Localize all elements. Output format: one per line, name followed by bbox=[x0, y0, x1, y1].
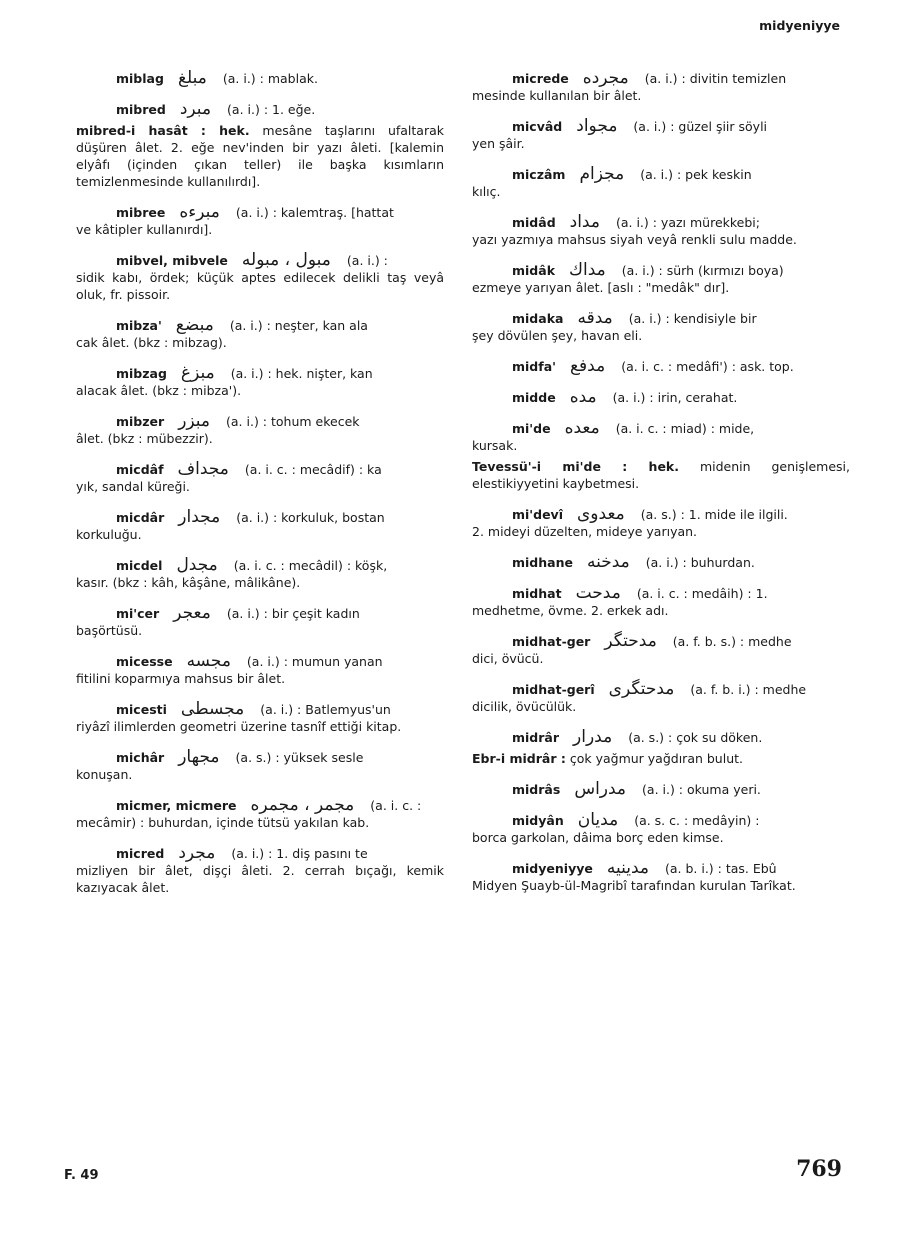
entry-definition-continued: yazı yazmıya mahsus siyah veyâ renkli sulu madde. bbox=[472, 232, 797, 247]
entry-subentry bbox=[472, 458, 850, 492]
entry-first-line bbox=[76, 701, 444, 718]
entry-first-line bbox=[76, 653, 444, 670]
entry-definition-continued: Midyen Şuayb-ül-Magribî tarafından kurulan Tarîkat. bbox=[472, 878, 796, 893]
entry-headword: micesse bbox=[116, 654, 173, 669]
dictionary-entry bbox=[472, 729, 850, 767]
entry-headword: mibza' bbox=[116, 318, 162, 333]
dictionary-entry bbox=[76, 317, 444, 351]
entry-definition-continued: sidik kabı, ördek; küçük aptes edilecek delikli taş veyâ oluk, fr. pissoir. bbox=[76, 270, 444, 302]
entry-arabic-script: معجر bbox=[173, 603, 211, 623]
entry-first-line bbox=[472, 860, 850, 877]
entry-arabic-script: مدحتگر bbox=[604, 631, 657, 651]
dictionary-entry bbox=[472, 166, 850, 200]
dictionary-entry bbox=[472, 781, 850, 798]
dictionary-entry bbox=[472, 214, 850, 248]
entry-definition: (a. i. c. : medâfi') : ask. top. bbox=[621, 359, 794, 374]
entry-definition-continued: dici, övücü. bbox=[472, 651, 544, 666]
dictionary-entry bbox=[472, 633, 850, 667]
dictionary-entry bbox=[472, 585, 850, 619]
entry-definition-continued: mesinde kullanılan bir âlet. bbox=[472, 88, 642, 103]
entry-first-line bbox=[472, 389, 850, 406]
entry-headword: micmer, micmere bbox=[116, 798, 237, 813]
dictionary-entry bbox=[472, 389, 850, 406]
entry-headword: micred bbox=[116, 846, 165, 861]
dictionary-entry bbox=[76, 70, 444, 87]
entry-definition-continued: medhetme, övme. 2. erkek adı. bbox=[472, 603, 669, 618]
entry-definition-continued: şey dövülen şey, havan eli. bbox=[472, 328, 643, 343]
entry-arabic-script: مده bbox=[569, 387, 597, 407]
entry-first-line bbox=[76, 365, 444, 382]
dictionary-entry bbox=[76, 797, 444, 831]
left-column bbox=[76, 70, 444, 910]
entry-definition-continued: 2. mideyi düzelten, mideye yarıyan. bbox=[472, 524, 698, 539]
entry-headword: midhane bbox=[512, 555, 573, 570]
entry-headword: micdâf bbox=[116, 462, 164, 477]
entry-definition: (a. i.) : korkuluk, bostan bbox=[236, 510, 385, 525]
entry-definition-continued: alacak âlet. (bkz : mibza'). bbox=[76, 383, 242, 398]
subentry-text: mesâne taşlarını ufaltarak düşüren âlet. 2. eğe nev'inden bir yazı âleti. [kalemin elyâfı (içinden çıkan teller) ile başka kısımların temizlenmesinde kullanılırdı]. bbox=[76, 123, 445, 189]
entry-definition: (a. i.) : irin, cerahat. bbox=[612, 390, 738, 405]
entry-arabic-script: مبضع bbox=[175, 315, 214, 335]
entry-arabic-script: معدوی bbox=[577, 504, 625, 524]
dictionary-entry bbox=[76, 365, 444, 399]
entry-arabic-script: مبرءه bbox=[179, 202, 220, 222]
entry-first-line bbox=[472, 214, 850, 231]
entry-definition: (a. i. c. : medâih) : 1. bbox=[636, 586, 768, 601]
entry-arabic-script: مجمر ، مجمره bbox=[250, 795, 355, 815]
entry-first-line bbox=[472, 310, 850, 327]
entry-definition: (a. i.) : güzel şiir söyli bbox=[633, 119, 768, 134]
entry-definition-continued: riyâzî ilimlerden geometri üzerine tasnîf ettiği kitap. bbox=[76, 719, 402, 734]
entry-definition-continued: mizliyen bir âlet, dişçi âleti. 2. cerrah bıçağı, kemik kazıyacak âlet. bbox=[76, 863, 444, 895]
entry-arabic-script: مجهار bbox=[178, 747, 220, 767]
entry-arabic-script: مجرد bbox=[178, 843, 216, 863]
entry-definition: (a. i.) : 1. diş pasını te bbox=[231, 846, 368, 861]
dictionary-entry bbox=[76, 413, 444, 447]
page-number: 769 bbox=[796, 1156, 842, 1182]
dictionary-entry bbox=[472, 860, 850, 894]
entry-first-line bbox=[76, 70, 444, 87]
entry-headword: miblag bbox=[116, 71, 164, 86]
entry-first-line bbox=[76, 317, 444, 334]
entry-headword: midaka bbox=[512, 311, 564, 326]
entry-headword: midhat bbox=[512, 586, 562, 601]
entry-definition-continued: kasır. (bkz : kâh, kâşâne, mâlikâne). bbox=[76, 575, 301, 590]
entry-headword: micesti bbox=[116, 702, 167, 717]
dictionary-entry bbox=[76, 749, 444, 783]
entry-definition: (a. i.) : sürh (kırmızı boya) bbox=[621, 263, 784, 278]
entry-definition: (a. i.) : Batlemyus'un bbox=[260, 702, 391, 717]
entry-definition: (a. i.) : 1. eğe. bbox=[227, 102, 316, 117]
dictionary-entry bbox=[76, 252, 444, 303]
entry-arabic-script: مبزر bbox=[178, 411, 211, 431]
entry-headword: miczâm bbox=[512, 167, 566, 182]
dictionary-entry bbox=[472, 310, 850, 344]
entry-arabic-script: مجسه bbox=[186, 651, 231, 671]
entry-arabic-script: مجدار bbox=[178, 507, 221, 527]
entry-arabic-script: مجواد bbox=[576, 116, 618, 136]
entry-first-line bbox=[472, 166, 850, 183]
entry-definition: (a. i.) : mablak. bbox=[222, 71, 318, 86]
dictionary-entry bbox=[76, 605, 444, 639]
dictionary-entry bbox=[76, 101, 444, 190]
entry-definition: (a. s.) : 1. mide ile ilgili. bbox=[640, 507, 788, 522]
entry-first-line bbox=[76, 797, 444, 814]
subentry-text: midenin genişlemesi, elestikiyyetini kaybetmesi. bbox=[472, 459, 850, 491]
running-head: midyeniyye bbox=[759, 18, 840, 33]
entry-arabic-script: مجدل bbox=[176, 555, 218, 575]
entry-first-line bbox=[76, 509, 444, 526]
entry-definition: (a. i.) : yazı mürekkebi; bbox=[615, 215, 760, 230]
dictionary-entry bbox=[472, 812, 850, 846]
entry-headword: mi'de bbox=[512, 421, 551, 436]
entry-arabic-script: مبرد bbox=[179, 99, 212, 119]
entry-arabic-script: مدفع bbox=[569, 356, 606, 376]
dictionary-entry bbox=[472, 681, 850, 715]
entry-headword: midfa' bbox=[512, 359, 556, 374]
entry-definition: (a. i.) : tohum ekecek bbox=[226, 414, 360, 429]
entry-first-line bbox=[76, 413, 444, 430]
entry-headword: micvâd bbox=[512, 119, 563, 134]
entry-definition: (a. i.) : buhurdan. bbox=[645, 555, 755, 570]
entry-definition: (a. s. c. : medâyin) : bbox=[634, 813, 760, 828]
entry-arabic-script: مداك bbox=[569, 260, 606, 280]
entry-definition-continued: borca garkolan, dâima borç eden kimse. bbox=[472, 830, 724, 845]
entry-subentry bbox=[472, 750, 850, 767]
entry-definition-continued: cak âlet. (bkz : mibzag). bbox=[76, 335, 227, 350]
entry-first-line bbox=[76, 461, 444, 478]
entry-headword: mibvel, mibvele bbox=[116, 253, 228, 268]
entry-definition-continued: âlet. (bkz : mübezzir). bbox=[76, 431, 213, 446]
entry-headword: mi'devî bbox=[512, 507, 563, 522]
entry-definition-continued: başörtüsü. bbox=[76, 623, 143, 638]
entry-definition: (a. b. i.) : tas. Ebû bbox=[664, 861, 777, 876]
entry-definition-continued: kursak. bbox=[472, 438, 518, 453]
entry-arabic-script: مديان bbox=[577, 810, 619, 830]
entry-definition: (a. i.) : bir çeşit kadın bbox=[226, 606, 360, 621]
entry-definition: (a. i.) : mumun yanan bbox=[246, 654, 383, 669]
entry-definition-continued: ezmeye yarıyan âlet. [aslı : "medâk" dır]. bbox=[472, 280, 730, 295]
entry-arabic-script: مجزام bbox=[579, 164, 625, 184]
right-column bbox=[472, 70, 850, 908]
entry-headword: midde bbox=[512, 390, 556, 405]
entry-arabic-script: معده bbox=[564, 418, 600, 438]
entry-first-line bbox=[472, 681, 850, 698]
subentry-headword: Tevessü'-i mi'de : hek. bbox=[472, 459, 679, 474]
entry-definition-continued: fitilini koparmıya mahsus bir âlet. bbox=[76, 671, 286, 686]
entry-arabic-script: مبول ، مبوله bbox=[241, 250, 331, 270]
entry-first-line bbox=[472, 262, 850, 279]
entry-definition: (a. i.) : divitin temizlen bbox=[644, 71, 787, 86]
entry-subentry bbox=[76, 122, 444, 190]
entry-first-line bbox=[76, 101, 444, 118]
entry-first-line bbox=[472, 633, 850, 650]
entry-definition: (a. s.) : yüksek sesle bbox=[235, 750, 364, 765]
entry-headword: midhat-ger bbox=[512, 634, 591, 649]
dictionary-entry bbox=[76, 653, 444, 687]
entry-headword: mibred bbox=[116, 102, 166, 117]
entry-definition: (a. s.) : çok su döken. bbox=[628, 730, 763, 745]
entry-arabic-script: مدرار bbox=[573, 727, 613, 747]
entry-arabic-script: مبلغ bbox=[177, 68, 207, 88]
subentry-headword: Ebr-i midrâr : bbox=[472, 751, 566, 766]
entry-definition: (a. i. c. : bbox=[370, 798, 422, 813]
entry-arabic-script: مدراس bbox=[574, 779, 627, 799]
dictionary-entry bbox=[472, 118, 850, 152]
entry-definition: (a. i.) : neşter, kan ala bbox=[229, 318, 368, 333]
entry-headword: mibzag bbox=[116, 366, 167, 381]
entry-first-line bbox=[76, 252, 444, 269]
entry-first-line bbox=[76, 605, 444, 622]
entry-headword: midhat-gerî bbox=[512, 682, 595, 697]
dictionary-entry bbox=[472, 554, 850, 571]
subentry-headword: mibred-i hasât : hek. bbox=[76, 123, 250, 138]
dictionary-entry bbox=[472, 358, 850, 375]
dictionary-entry bbox=[76, 557, 444, 591]
entry-headword: midâd bbox=[512, 215, 556, 230]
dictionary-entry bbox=[472, 262, 850, 296]
entry-definition: (a. i. c. : miad) : mide, bbox=[615, 421, 755, 436]
entry-first-line bbox=[472, 781, 850, 798]
entry-definition: (a. i.) : kendisiyle bir bbox=[628, 311, 757, 326]
entry-headword: mibzer bbox=[116, 414, 165, 429]
entry-arabic-script: مدحتگری bbox=[608, 679, 675, 699]
entry-definition: (a. i.) : hek. nişter, kan bbox=[230, 366, 373, 381]
entry-headword: micdâr bbox=[116, 510, 165, 525]
entry-first-line bbox=[472, 729, 850, 746]
entry-first-line bbox=[472, 812, 850, 829]
entry-first-line bbox=[76, 204, 444, 221]
entry-arabic-script: مجسطی bbox=[180, 699, 245, 719]
dictionary-entry bbox=[76, 461, 444, 495]
entry-first-line bbox=[472, 554, 850, 571]
entry-headword: midyân bbox=[512, 813, 564, 828]
dictionary-entry bbox=[76, 204, 444, 238]
dictionary-entry bbox=[472, 70, 850, 104]
entry-arabic-script: مدخنه bbox=[586, 552, 630, 572]
entry-first-line bbox=[472, 420, 850, 437]
entry-definition: (a. i. c. : mecâdif) : ka bbox=[244, 462, 382, 477]
entry-first-line bbox=[472, 118, 850, 135]
footer-signature: F. 49 bbox=[64, 1168, 99, 1183]
entry-arabic-script: مداد bbox=[569, 212, 600, 232]
entry-headword: mi'cer bbox=[116, 606, 160, 621]
entry-arabic-script: مجداف bbox=[177, 459, 229, 479]
entry-definition: (a. i.) : okuma yeri. bbox=[642, 782, 761, 797]
entry-first-line bbox=[76, 749, 444, 766]
dictionary-entry bbox=[76, 701, 444, 735]
entry-definition-continued: kılıç. bbox=[472, 184, 501, 199]
entry-definition-continued: ve kâtipler kullanırdı]. bbox=[76, 222, 213, 237]
dictionary-entry bbox=[76, 509, 444, 543]
entry-definition: (a. i.) : bbox=[346, 253, 388, 268]
entry-first-line bbox=[472, 585, 850, 602]
subentry-text: çok yağmur yağdıran bulut. bbox=[569, 751, 744, 766]
entry-definition: (a. i. c. : mecâdil) : köşk, bbox=[233, 558, 388, 573]
entry-headword: midyeniyye bbox=[512, 861, 593, 876]
entry-definition-continued: yık, sandal küreği. bbox=[76, 479, 190, 494]
entry-headword: michâr bbox=[116, 750, 165, 765]
entry-definition-continued: mecâmir) : buhurdan, içinde tütsü yakılan kab. bbox=[76, 815, 370, 830]
entry-first-line bbox=[76, 845, 444, 862]
entry-headword: micdel bbox=[116, 558, 163, 573]
entry-arabic-script: مجرده bbox=[582, 68, 629, 88]
entry-arabic-script: مدحت bbox=[575, 583, 621, 603]
entry-headword: micrede bbox=[512, 71, 569, 86]
dictionary-entry bbox=[76, 845, 444, 896]
entry-definition: (a. f. b. i.) : medhe bbox=[690, 682, 807, 697]
entry-definition-continued: dicilik, övücülük. bbox=[472, 699, 577, 714]
entry-definition: (a. i.) : pek keskin bbox=[640, 167, 752, 182]
entry-arabic-script: مدقه bbox=[577, 308, 613, 328]
entry-definition-continued: yen şâir. bbox=[472, 136, 525, 151]
entry-definition: (a. i.) : kalemtraş. [hattat bbox=[235, 205, 394, 220]
entry-headword: midrâr bbox=[512, 730, 560, 745]
entry-definition: (a. f. b. s.) : medhe bbox=[672, 634, 792, 649]
entry-headword: midâk bbox=[512, 263, 556, 278]
dictionary-entry bbox=[472, 420, 850, 492]
entry-first-line bbox=[76, 557, 444, 574]
entry-headword: midrâs bbox=[512, 782, 561, 797]
entry-arabic-script: مبزغ bbox=[180, 363, 215, 383]
entry-arabic-script: مدينيه bbox=[606, 858, 649, 878]
entry-definition-continued: konuşan. bbox=[76, 767, 133, 782]
entry-definition-continued: korkuluğu. bbox=[76, 527, 142, 542]
entry-headword: mibree bbox=[116, 205, 166, 220]
entry-first-line bbox=[472, 506, 850, 523]
dictionary-entry bbox=[472, 506, 850, 540]
entry-first-line bbox=[472, 358, 850, 375]
entry-first-line bbox=[472, 70, 850, 87]
